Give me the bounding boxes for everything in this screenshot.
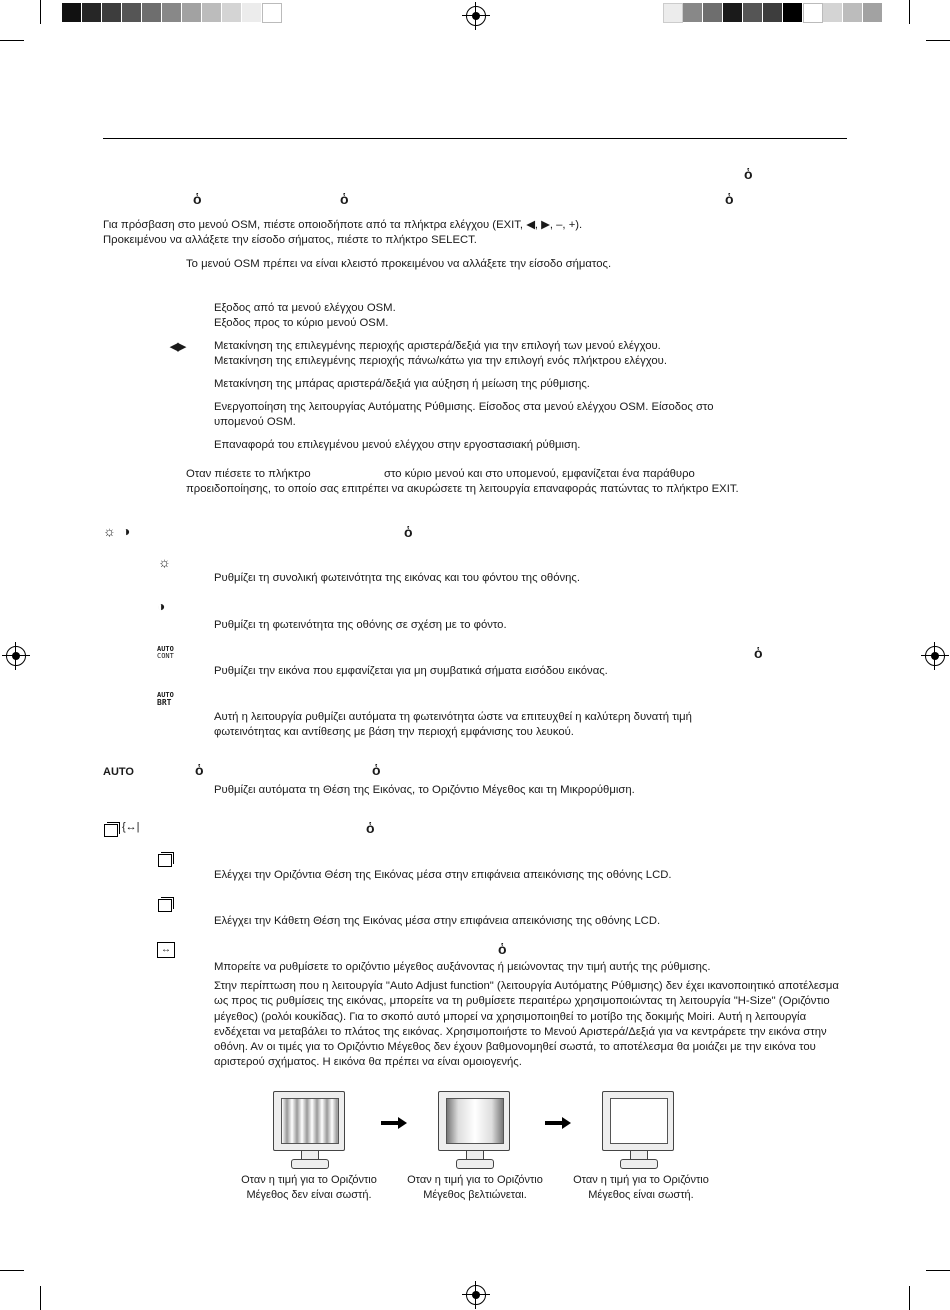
- monitor-figure-correct: [602, 1091, 674, 1171]
- figure-caption-line-2: Μέγεθος είναι σωστή.: [588, 1189, 694, 1201]
- section-glyph: ὁ: [754, 645, 763, 661]
- heading-glyph: ὁ: [193, 191, 202, 207]
- heading-glyph: ὁ: [725, 191, 734, 207]
- figure-caption: [229, 1173, 389, 1203]
- figure-caption-line-2: Μέγεθος βελτιώνεται.: [423, 1189, 527, 1201]
- figure-caption-line-2: Μέγεθος δεν είναι σωστή.: [246, 1189, 372, 1201]
- crop-mark: [909, 1286, 910, 1310]
- minus-plus-desc: Μετακίνηση της μπάρας αριστερά/δεξιά για αύξηση ή μείωση της ρύθμισης.: [214, 378, 590, 390]
- reset-note-a: Οταν πιέσετε το πλήκτρο: [186, 468, 311, 480]
- auto-brightness-icon-line-1: AUTO: [157, 691, 174, 699]
- intro-line-1: Για πρόσβαση στο μενού OSM, πιέστε οποιοδήποτε από τα πλήκτρα ελέγχου (EXIT, ◀, ▶, –, +).: [103, 219, 583, 231]
- crop-mark: [40, 1286, 41, 1310]
- hsize-paragraph: Στην περίπτωση που η λειτουργία "Auto Adjust function" (λειτουργία Αυτόματης Ρύθμισης) δεν έχει ικανοποιητικό αποτέλεσμα ως προς τις ρυθμίσεις της εικόνας, μπορείτε να τη ρυθμίσετε περαιτέρω χρησιμοποιώντας τη λειτουργία "H-Size" (Οριζόντιο μέγεθος) (ρολόι κουκίδας). Για το σκοπό αυτό μπορεί να χρησιμοποιηθεί το μοτίβο της δοκιμής Moiri. Αυτή η λειτουργία ενδέχεται να μεταβάλει το πλάτος της εικόνας. Χρησιμοποιήστε το Μενού Αριστερά/Δεξιά για να κεντράρετε την εικόνα στην οθόνη. Αν οι τιμές για το Οριζόντιο Μέγεθος δεν έχουν βαθμονομηθεί σωστά, το αποτέλεσμα θα μοιάζει με την εικόνα του αριστερού σχήματος. Η εικόνα θα πρέπει να είναι ομοιογενής.: [214, 980, 839, 1069]
- hsize-icon: ↔: [157, 942, 175, 958]
- brightness-icon: ☼: [158, 554, 171, 570]
- crop-mark: [40, 0, 41, 24]
- color-bar-left: [62, 0, 287, 25]
- section-glyph: ὁ: [372, 762, 381, 778]
- registration-mark-icon: [466, 6, 486, 26]
- hsize-desc: Μπορείτε να ρυθμίσετε το οριζόντιο μέγεθος αυξάνοντας ή μειώνοντας την τιμή αυτής της ρύθμισης.: [214, 961, 711, 973]
- figure-caption: [395, 1173, 555, 1203]
- arrow-right-icon: [381, 1121, 399, 1125]
- exit-desc-1: Εξοδος από τα μενού ελέγχου OSM.: [214, 302, 396, 314]
- auto-contrast-icon-line-2: CONT: [157, 652, 174, 660]
- select-desc-2: υπομενού OSM.: [214, 416, 296, 428]
- auto-brightness-icon-line-2: BRT: [157, 698, 172, 707]
- figure-caption-line-1: Οταν η τιμή για το Οριζόντιο: [241, 1174, 377, 1186]
- figure-caption-line-1: Οταν η τιμή για το Οριζόντιο: [407, 1174, 543, 1186]
- monitor-figure-incorrect: [273, 1091, 345, 1171]
- header-rule: [103, 138, 847, 139]
- crop-mark: [909, 0, 910, 24]
- brightness-desc: Ρυθμίζει τη συνολική φωτεινότητα της εικόνας και του φόντου της οθόνης.: [214, 572, 581, 584]
- crop-mark: [0, 1270, 24, 1271]
- auto-brightness-desc-2: φωτεινότητας και αντίθεσης με βάση την περιοχή εμφάνισης του λευκού.: [214, 726, 574, 738]
- figure-caption: [561, 1173, 721, 1203]
- reset-note-b: στο κύριο μενού και στο υπομενού, εμφανίζεται ένα παράθυρο: [384, 468, 695, 480]
- v-position-icon: [158, 899, 172, 912]
- v-position-desc: Ελέγχει την Κάθετη Θέση της Εικόνας μέσα στην επιφάνεια απεικόνισης της οθόνης LCD.: [214, 915, 661, 927]
- left-right-arrows-icon: ◀ ▶: [170, 341, 184, 353]
- reset-desc: Επαναφορά του επιλεγμένου μενού ελέγχου στην εργοστασιακή ρύθμιση.: [214, 439, 581, 451]
- color-bar-right: [663, 0, 888, 25]
- auto-contrast-desc: Ρυθμίζει την εικόνα που εμφανίζεται για μη συμβατικά σήματα εισόδου εικόνας.: [214, 665, 608, 677]
- auto-brightness-desc-1: Αυτή η λειτουργία ρυθμίζει αυτόματα τη φωτεινότητα ώστε να επιτευχθεί η καλύτερη δυνατή τιμή: [214, 711, 692, 723]
- intro-note: Το μενού OSM πρέπει να είναι κλειστό προκειμένου να αλλάξετε την είσοδο σήματος.: [186, 258, 612, 270]
- auto-contrast-icon: [157, 646, 174, 660]
- contrast-icon: ◑: [122, 523, 131, 539]
- reset-note-2: προειδοποίησης, το οποίο σας επιτρέπει να ακυρώσετε τη λειτουργία επαναφοράς πατώντας το πλήκτρο EXIT.: [186, 483, 739, 495]
- select-desc-1: Ενεργοποίηση της λειτουργίας Αυτόματης Ρύθμισης. Είσοδος στα μενού ελέγχου OSM. Είσοδος στο: [214, 401, 714, 413]
- h-position-icon: [158, 854, 172, 867]
- monitor-figure-improving: [438, 1091, 510, 1171]
- auto-adjust-desc: Ρυθμίζει αυτόματα τη Θέση της Εικόνας, το Οριζόντιο Μέγεθος και τη Μικρορύθμιση.: [214, 784, 635, 796]
- hsize-arrow-icon: {↔|: [122, 821, 140, 833]
- registration-mark-icon: [466, 1285, 486, 1305]
- auto-contrast-icon-line-1: AUTO: [157, 645, 174, 653]
- auto-adjust-label: AUTO: [103, 766, 134, 778]
- section-glyph: ὁ: [498, 941, 507, 957]
- crop-mark: [926, 40, 950, 41]
- crop-mark: [926, 1270, 950, 1271]
- registration-mark-icon: [6, 646, 26, 666]
- section-glyph: ὁ: [195, 762, 204, 778]
- registration-mark-icon: [925, 646, 945, 666]
- section-glyph: ὁ: [404, 524, 413, 540]
- arrows-desc-2: Μετακίνηση της επιλεγμένης περιοχής πάνω/κάτω για την επιλογή ενός πλήκτρου ελέγχου.: [214, 355, 667, 367]
- brightness-sun-icon: ☼: [103, 523, 116, 539]
- heading-glyph: ὁ: [340, 191, 349, 207]
- exit-desc-2: Εξοδος προς το κύριο μενού OSM.: [214, 317, 389, 329]
- position-square-icon: [104, 824, 118, 837]
- arrow-right-icon: [545, 1121, 563, 1125]
- auto-brightness-icon: [157, 692, 174, 706]
- heading-glyph: ὁ: [744, 166, 753, 182]
- contrast-icon: ◑: [157, 598, 166, 614]
- h-position-desc: Ελέγχει την Οριζόντια Θέση της Εικόνας μέσα στην επιφάνεια απεικόνισης της οθόνης LCD.: [214, 869, 672, 881]
- section-glyph: ὁ: [366, 820, 375, 836]
- arrows-desc-1: Μετακίνηση της επιλεγμένης περιοχής αριστερά/δεξιά για την επιλογή των μενού ελέγχου.: [214, 340, 661, 352]
- crop-mark: [0, 40, 24, 41]
- figure-caption-line-1: Οταν η τιμή για το Οριζόντιο: [573, 1174, 709, 1186]
- contrast-desc: Ρυθμίζει τη φωτεινότητα της οθόνης σε σχέση με το φόντο.: [214, 619, 507, 631]
- intro-line-2: Προκειμένου να αλλάξετε την είσοδο σήματος, πιέστε το πλήκτρο SELECT.: [103, 234, 477, 246]
